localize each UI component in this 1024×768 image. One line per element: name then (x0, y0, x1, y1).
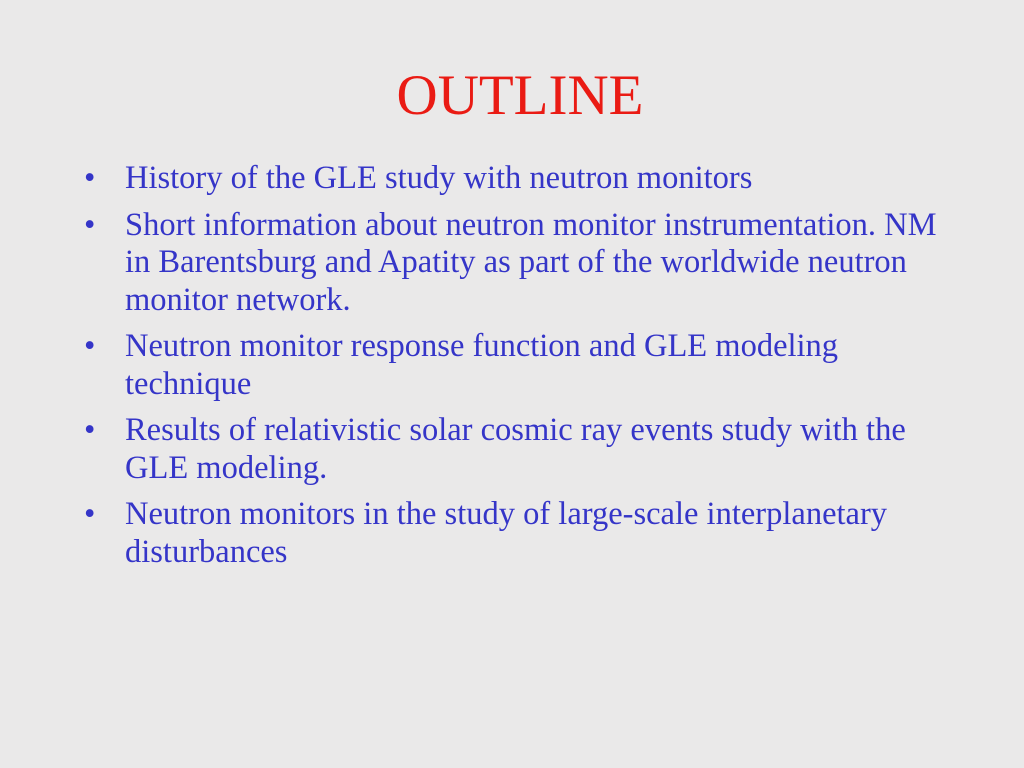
slide-title: OUTLINE (396, 64, 644, 127)
bullet-icon: • (84, 160, 96, 196)
bullet-icon: • (84, 206, 96, 243)
bullet-text: History of the GLE study with neutron monitors (125, 160, 753, 196)
bullet-text: Neutron monitor response function and GLE modeling technique (125, 328, 839, 402)
bullet-item (84, 328, 964, 403)
bullet-item (84, 412, 964, 487)
bullet-icon: • (84, 496, 96, 532)
bullet-text: Short information about neutron monitor instrumentation. NM in Barentsburg and Apatity as part of the worldwide neutron monitor network. (125, 206, 937, 318)
bullet-icon: • (84, 412, 96, 448)
bullet-icon: • (84, 328, 96, 364)
bullet-text: Results of relativistic solar cosmic ray events study with the GLE modeling. (125, 412, 906, 486)
bullet-item (84, 160, 964, 198)
bullet-text: Neutron monitors in the study of large-scale interplanetary disturbances (125, 496, 888, 570)
bullet-list (84, 160, 964, 580)
bullet-item (84, 496, 964, 571)
bullet-item (84, 207, 964, 320)
